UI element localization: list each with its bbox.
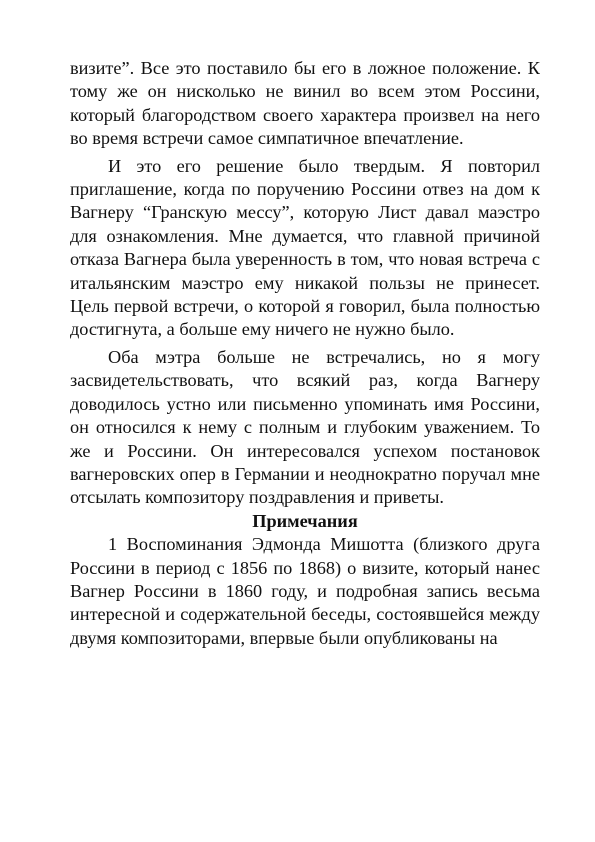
paragraph-continued: визите”. Все это поставило бы его в ложное положение. К тому же он нисколько не винил во всем этом Россини, который благородством своего характера произвел на него во время встречи самое симпатичное впечатление. (70, 58, 540, 149)
notes-heading: Примечания (252, 510, 358, 531)
document-page (70, 57, 540, 650)
paragraph: И это его решение было твердым. Я повторил приглашение, когда по поручению Россини отвез на дом к Вагнеру “Гранскую мессу”, которую Лист давал маэстро для ознакомления. Мне думается, что главной причиной отказа Вагнера была уверенность в том, что новая встреча с итальянским маэстро ему никакой пользы не принесет. Цель первой встречи, о которой я говорил, была полностью достигнута, а больше ему ничего не нужно было. (70, 155, 540, 340)
paragraph: Оба мэтра больше не встречались, но я могу засвидетельствовать, что всякий раз, когда Вагнеру доводилось устно или письменно упоминать имя Россини, он относился к нему с полным и глубоким уважением. То же и Россини. Он интересовался успехом постановок вагнеровских опер в Германии и неоднократно поручал мне отсылать композитору поздравления и приветы. (70, 346, 540, 508)
footnote-1: 1 Воспоминания Эдмонда Мишотта (близкого друга Россини в период с 1856 по 1868) о визите, который нанес Вагнер Россини в 1860 году, и подробная запись весьма интересной и содержательной беседы, состоявшейся между двумя композиторами, впервые были опубликованы на (70, 534, 540, 648)
